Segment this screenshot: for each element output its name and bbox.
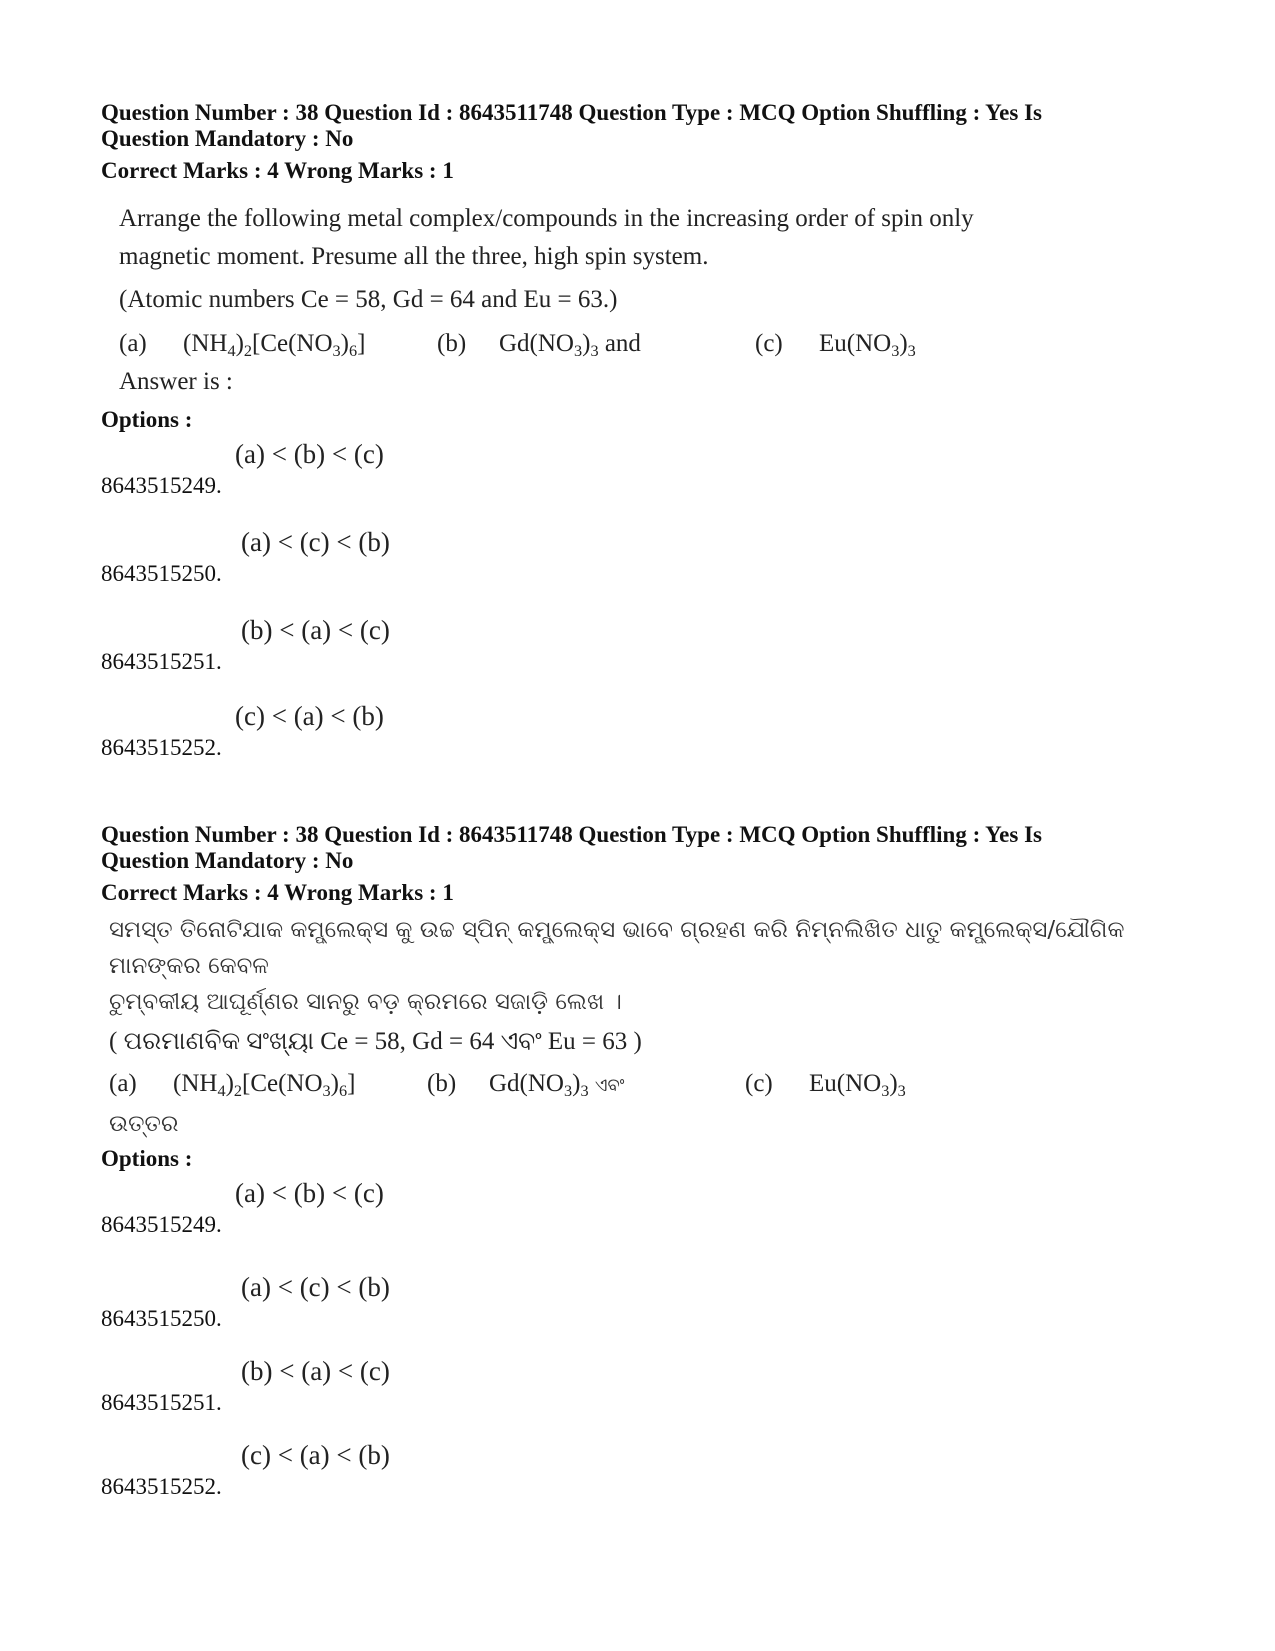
option-2[interactable] [101,527,701,587]
option-4[interactable] [101,1440,701,1500]
compound-c-formula: $Eu(NO_3)_3$ [819,330,916,360]
option-value: (a) < (b) < (c) [235,439,384,469]
option-value: (a) < (b) < (c) [235,1178,384,1208]
compound-b-label: (b) [427,1070,457,1097]
marks-line: Correct Marks : 4 Wrong Marks : 1 [101,158,454,183]
option-id: 8643515252. [101,1474,222,1499]
option-2[interactable] [101,1272,701,1332]
option-id: 8643515251. [101,649,222,674]
question-block-odia [101,822,1181,1512]
question-text-line: ଚୁମ୍ବକୀୟ ଆଘୂର୍ଣ୍ଣର ସାନରୁ ବଡ଼ କ୍ରମରେ ସଜାଡ଼ି ଲେଖ । [109,989,622,1015]
option-3[interactable] [101,615,701,675]
compound-b-label: (b) [437,330,467,357]
question-text [109,912,1181,1142]
question-text [119,200,1181,401]
option-id: 8643515249. [101,473,222,498]
option-4[interactable] [101,701,701,761]
question-mandatory: Question Mandatory : No [101,848,354,873]
question-header: Question Number : 38 Question Id : 8643511748 Question Type : MCQ Option Shuffling : Yes Is [101,100,1042,125]
compound-b-formula: $Gd(NO_3)_3$ and [499,330,641,360]
compound-b-formula: $Gd(NO_3)_3$ ଏବଂ [489,1070,625,1100]
compounds-row [119,325,1181,365]
compound-a-label: (a) [109,1070,137,1097]
compound-c-label: (c) [755,330,783,357]
question-text-line: Arrange the following metal complex/compounds in the increasing order of spin only [119,205,974,232]
option-id: 8643515249. [101,1212,222,1237]
question-block-english [101,100,1181,773]
options-label: Options : [101,407,193,432]
compound-a-formula: $(NH_4)_2[Ce(NO_3)_6]$ [173,1070,356,1100]
compound-c-formula: $Eu(NO_3)_3$ [809,1070,906,1100]
option-id: 8643515250. [101,1306,222,1331]
compound-a-label: (a) [119,330,147,357]
options-label: Options : [101,1146,193,1171]
compound-c-label: (c) [745,1070,773,1097]
answer-label: ଉତ୍ତର [109,1111,179,1137]
question-mandatory: Question Mandatory : No [101,126,354,151]
question-text-line: ସମସ୍ତ ତିନୋଟିଯାକ କମ୍ପ୍ଲେକ୍ସ କୁ ଉଚ୍ଚ ସ୍ପିନ୍ କମ୍ପ୍ଲେକ୍ସ ଭାବେ ଗ୍ରହଣ କରି ନିମ୍ନଲିଖିତ ଧାତୁ କମ୍ପ୍ଲେକ୍ସ/ଯୌଗିକ ମାନଙ୍କର କେବଳ [109,917,1125,979]
option-value: (b) < (a) < (c) [241,1356,390,1386]
option-value: (b) < (a) < (c) [241,615,390,645]
options-list [101,1172,1181,1512]
compound-a-formula: $(NH_4)_2[Ce(NO_3)_6]$ [183,330,366,360]
marks-line: Correct Marks : 4 Wrong Marks : 1 [101,880,454,905]
option-value: (a) < (c) < (b) [241,527,390,557]
question-header: Question Number : 38 Question Id : 8643511748 Question Type : MCQ Option Shuffling : Yes Is [101,822,1042,847]
option-3[interactable] [101,1356,701,1416]
option-value: (c) < (a) < (b) [241,1440,390,1470]
compounds-row [109,1066,1181,1106]
option-id: 8643515252. [101,735,222,760]
option-id: 8643515251. [101,1390,222,1415]
question-text-line: magnetic moment. Presume all the three, high spin system. [119,243,709,270]
answer-label: Answer is : [119,368,233,395]
atomic-numbers: (Atomic numbers Ce = 58, Gd = 64 and Eu = 63.) [119,286,618,313]
option-id: 8643515250. [101,561,222,586]
option-1[interactable] [101,1178,701,1238]
atomic-numbers: ( ପରମାଣବିକ ସଂଖ୍ୟା Ce = 58, Gd = 64 ଏବଂ Eu = 63 ) [109,1028,642,1055]
option-1[interactable] [101,439,701,499]
option-value: (a) < (c) < (b) [241,1272,390,1302]
options-list [101,433,1181,773]
option-value: (c) < (a) < (b) [235,701,384,731]
